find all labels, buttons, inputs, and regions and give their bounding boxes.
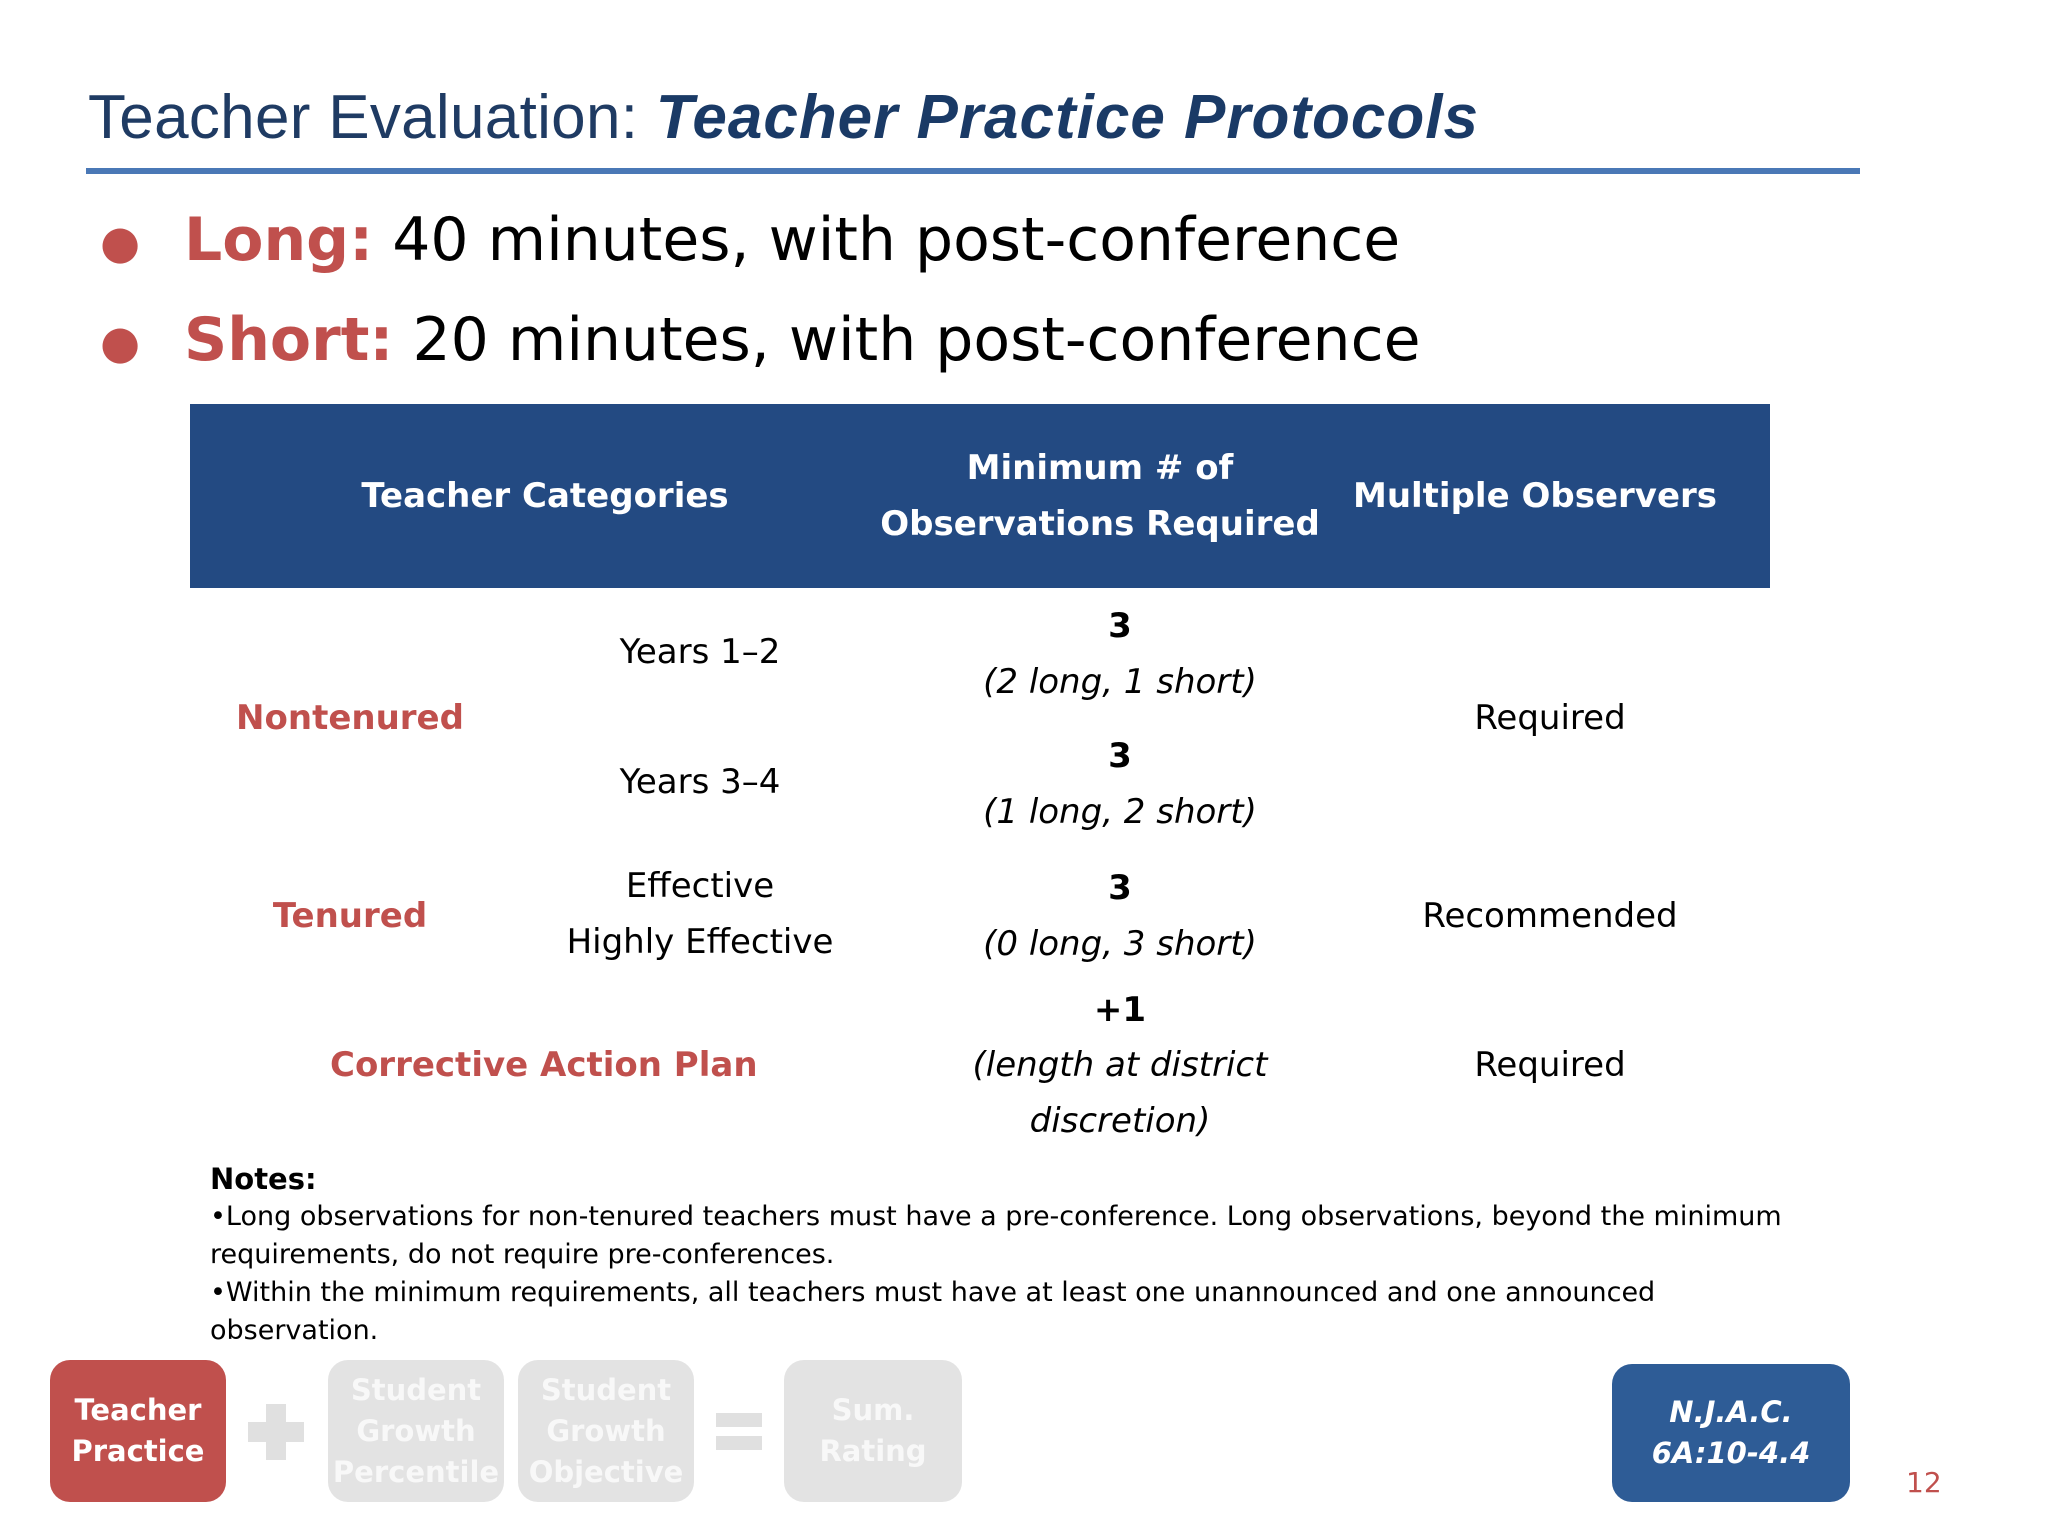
table-header (190, 404, 1770, 588)
obs-detail: (length at district (972, 1045, 1268, 1085)
observers-tenured: Recommended (1422, 896, 1678, 936)
bullet-key: Long: (184, 205, 374, 275)
bullet-text: 20 minutes, with post-conference (393, 305, 1421, 375)
tenured-highly-effective: Highly Effective (566, 922, 834, 962)
obs-count: +1 (1093, 990, 1147, 1030)
page-number: 12 (1906, 1466, 1942, 1499)
obs-count: 3 (1108, 868, 1132, 908)
notes (210, 1160, 1810, 1350)
chip-summative-rating: Sum. Rating (784, 1360, 962, 1502)
njac-citation: N.J.A.C. 6A:10-4.4 (1612, 1364, 1850, 1502)
notes-title: Notes: (210, 1162, 317, 1196)
bullet-key: Short: (184, 305, 394, 375)
bullet-text: 40 minutes, with post-conference (373, 205, 1401, 275)
notes-line: •Within the minimum requirements, all teachers must have at least one unannounced and one announced observation. (210, 1277, 1656, 1346)
tenured-effective: Effective (625, 866, 775, 906)
category-corrective-action-plan: Corrective Action Plan (330, 1045, 758, 1085)
obs-count: 3 (1108, 736, 1132, 776)
chip-teacher-practice: Teacher Practice (50, 1360, 226, 1502)
chip-student-growth-percentile: Student Growth Percentile (328, 1360, 504, 1502)
title-plain: Teacher Evaluation: (88, 83, 656, 152)
notes-line: requirements, do not require pre-conferences. (210, 1239, 835, 1270)
obs-detail: (2 long, 1 short) (983, 662, 1257, 702)
observers-cap: Required (1474, 1045, 1626, 1085)
header-multiple-observers: Multiple Observers (1352, 476, 1718, 516)
bullet-dot-icon: ● (100, 315, 141, 369)
header-teacher-categories: Teacher Categories (361, 476, 729, 516)
observers-nontenured: Required (1474, 698, 1626, 738)
category-tenured: Tenured (272, 896, 428, 936)
years-1-2: Years 1–2 (619, 632, 781, 672)
years-3-4: Years 3–4 (619, 762, 781, 802)
obs-count: 3 (1108, 606, 1132, 646)
obs-detail: discretion) (1029, 1101, 1211, 1141)
bullet-dot-icon: ● (100, 215, 141, 269)
title-underline (86, 168, 1860, 174)
slide-title (88, 82, 1479, 153)
obs-detail: (0 long, 3 short) (983, 924, 1257, 964)
header-minimum-observations: Minimum # of Observations Required (880, 448, 1320, 544)
obs-detail: (1 long, 2 short) (983, 792, 1257, 832)
chip-student-growth-objective: Student Growth Objective (518, 1360, 694, 1502)
category-nontenured: Nontenured (236, 698, 464, 738)
notes-line: •Long observations for non-tenured teachers must have a pre-conference. Long observations, beyond the minimum (210, 1201, 1782, 1232)
title-emphasis: Teacher Practice Protocols (655, 83, 1479, 152)
